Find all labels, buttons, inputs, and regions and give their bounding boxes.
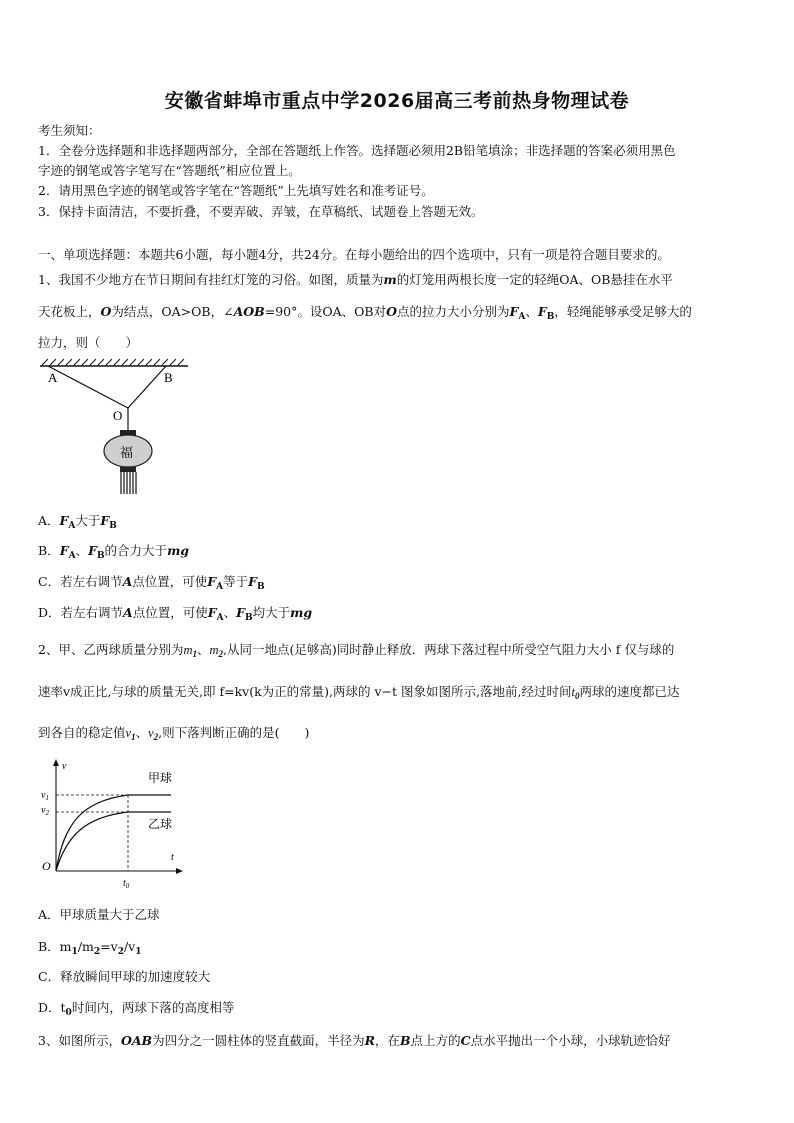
rope-OA (48, 366, 128, 408)
page-title: 安徽省蚌埠市重点中学2026届高三考前热身物理试卷 (164, 90, 630, 112)
ceiling-hatch (40, 359, 188, 366)
notice-item: 2．请用黑色字迹的钢笔或答字笔在“答题纸”上先填写姓名和准考证号。 (38, 183, 434, 198)
q2-option-B: B．$m_1/m_2=v_2/v_1$ (38, 939, 142, 957)
lantern-tassel (121, 472, 136, 494)
notice-item: 1．全卷分选择题和非选择题两部分，全部在答题纸上作答。选择题必须用2B铅笔填涂；非选择题的答案必须用黑色 (38, 143, 676, 158)
lantern-bottom (120, 467, 136, 472)
t-axis-arrow (176, 868, 183, 874)
q1-option-C: C．若左右调节A点位置，可使$F_A$等于$F_B$ (38, 574, 265, 592)
lantern-char: 福 (120, 445, 134, 460)
q1-line-3: 拉力，则（ ） (38, 335, 139, 350)
question-3-line-1: 3、如图所示，OAB为四分之一圆柱体的竖直截面，半径为R，在B点上方的C点水平抛出一个小球，小球轨迹恰好 (38, 1033, 671, 1048)
q1-option-B: B．$F_A$、$F_B$的合力大于mg (38, 543, 190, 561)
q2-line-1: 2、甲、乙两球质量分别为$m_1$、$m_2$,从同一地点(足够高)同时静止释放．两球下落过程中所受空气阻力大小 f 仅与球的 (38, 642, 675, 659)
q2-vt-graph (36, 757, 186, 892)
q1-line-1: 1、我国不少地方在节日期间有挂红灯笼的习俗。如图，质量为m的灯笼用两根长度一定的轻绳OA、OB悬挂在水平 (38, 272, 673, 287)
label-B: B (164, 370, 173, 385)
curve-label-yi: 乙球 (148, 817, 173, 831)
curve-jia (56, 795, 171, 871)
tick-t0: $t_0$ (123, 878, 130, 890)
q1-option-D: D．若左右调节A点位置，可使$F_A$、$F_B$均大于mg (38, 605, 313, 623)
notice-heading: 考生须知： (38, 123, 101, 138)
notice-item: 字迹的钢笔或答字笔写在“答题纸”相应位置上。 (38, 163, 301, 178)
section-heading: 一、单项选择题：本题共6小题，每小题4分，共24分。在每小题给出的四个选项中，只有一项是符合题目要求的。 (38, 247, 670, 262)
rope-OB (128, 366, 166, 408)
q1-lantern-figure (36, 358, 196, 498)
q1-line-2: 天花板上，O为结点，OA>OB，∠AOB=90°。设OA、OB对O点的拉力大小分别为$F_A$、$F_B$，轻绳能够承受足够大的 (38, 304, 692, 322)
curve-label-jia: 甲球 (148, 771, 173, 785)
label-A: A (48, 370, 58, 385)
v-axis-arrow (53, 759, 59, 766)
notice-item: 3．保持卡面清洁，不要折叠，不要弄破、弄皱，在草稿纸、试题卷上答题无效。 (38, 204, 484, 219)
origin-label: O (42, 859, 51, 873)
tick-v1: $v_1$ (41, 790, 49, 802)
label-O: O (113, 408, 123, 423)
q1-option-A: A．$F_A$大于$F_B$ (38, 513, 117, 531)
q2-line-3: 到各自的稳定值$v_1$、$v_2$,则下落判断正确的是( ) (38, 725, 310, 742)
q2-line-2: 速率v成正比,与球的质量无关,即 f=kv(k为正的常量),两球的 v−t 图象如图所示,落地前,经过时间$t_0$两球的速度都已达 (38, 684, 680, 701)
axis-v-label: v (62, 761, 67, 772)
q2-option-A: A．甲球质量大于乙球 (38, 907, 160, 922)
axis-t-label: t (171, 852, 174, 863)
q2-option-D: D．$t_0$时间内，两球下落的高度相等 (38, 1000, 235, 1018)
q2-option-C: C．释放瞬间甲球的加速度较大 (38, 969, 211, 984)
tick-v2: $v_2$ (41, 805, 49, 817)
